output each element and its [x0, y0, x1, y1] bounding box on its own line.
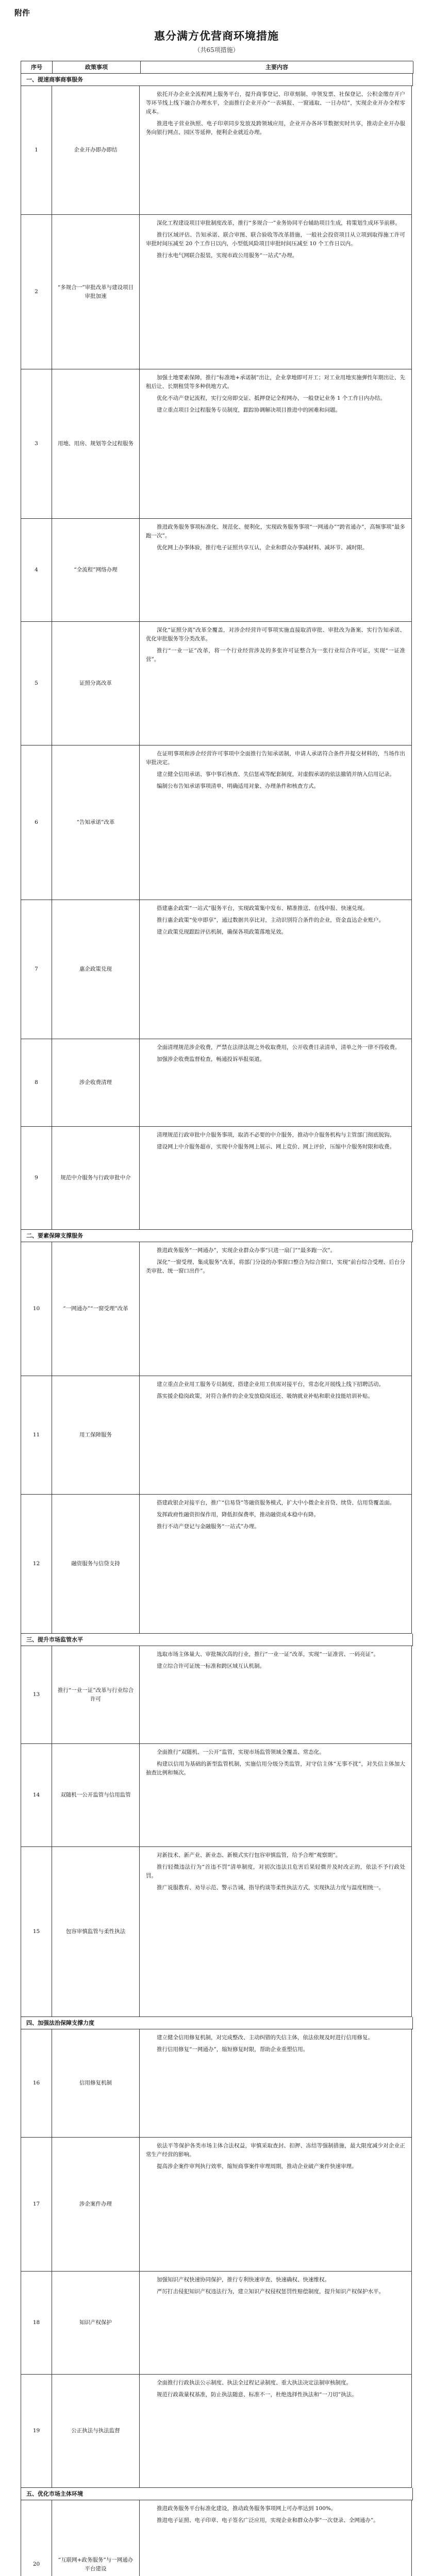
document-title: 惠分满方优营商环境措施	[154, 29, 279, 42]
policy-content	[140, 1376, 412, 1495]
policy-name: 证照分离改革	[52, 622, 140, 745]
policy-content	[140, 2138, 412, 2272]
content-paragraph: 建立重点项目全过程服务专员制度，跟踪协调解决项目推进中的困难和问题。	[157, 407, 341, 413]
policy-name: “告知承诺”改革	[52, 745, 140, 900]
policy-name: 融资服务与信贷支持	[52, 1495, 140, 1634]
policy-content	[140, 622, 412, 745]
content-paragraph: 提高涉企案件审判执行效率，缩短商事案件审理周期，推动企业破产案件快速审理。	[157, 2163, 357, 2170]
content-paragraph: 依托开办企业全流程网上服务平台，提升商事登记、印章刻制、申领发票、社保登记、公积金缴存开户等环节线上线下融合办理水平，全面推行企业开办“一表填报、一窗通取、一日办结”，实现企业开办全程零成本。	[146, 91, 405, 115]
row-number: 17	[21, 2138, 52, 2272]
policy-content	[140, 2500, 412, 2576]
content-paragraph: 依法平等保护各类市场主体合法权益，审慎采取查封、扣押、冻结等强制措施，最大限度减少对企业正常生产经营的影响。	[146, 2143, 405, 2158]
policy-name: “一网通办”“一窗受理”改革	[52, 1242, 140, 1376]
policy-name: 涉企收费清理	[52, 1039, 140, 1127]
content-paragraph: 规范行政裁量权基准，防止执法随意、标准不一，杜绝选择性执法和“一刀切”执法。	[157, 2392, 357, 2398]
content-paragraph: 建立重点企业用工服务专员制度，搭建企业用工供需对接平台，常态化开展线上线下招聘活动。	[157, 1381, 384, 1387]
row-number: 15	[21, 1847, 52, 2017]
policy-name: 企业开办即办即结	[52, 86, 140, 215]
row-number: 10	[21, 1242, 52, 1376]
policy-name: 涉企案件办理	[52, 2138, 140, 2272]
row-number: 14	[21, 1744, 52, 1847]
content-paragraph: 建立健全信用承诺、事中事后核查、失信惩戒等配套制度，对虚假承诺的依法撤销并纳入信用记录。	[157, 771, 395, 777]
content-paragraph: 建立健全信用修复机制，对完成整改、主动纠错的失信主体，依法依规及时进行信用修复。	[157, 2035, 373, 2041]
policy-name: 公正执法与执法监督	[52, 2375, 140, 2488]
policy-table	[21, 61, 413, 2576]
table-row	[21, 2138, 413, 2272]
section-header: 二、要素保障支撑服务	[21, 1230, 413, 1242]
policy-content	[140, 2375, 412, 2488]
policy-content	[140, 86, 412, 215]
header-content: 主要内容	[141, 61, 413, 74]
row-number: 19	[21, 2375, 52, 2488]
policy-content	[140, 1242, 412, 1376]
content-paragraph: 深化工程建设项目审批制度改革，推行“多规合一”业务协同平台辅助项目生成，将策划生成环节前移。	[157, 220, 401, 226]
row-number: 16	[21, 2029, 52, 2138]
policy-name: 包容审慎监管与柔性执法	[52, 1847, 140, 2017]
table-body	[21, 74, 413, 2576]
content-paragraph: 编制公布告知承诺事项清单，明确适用对象、办理条件和核查方式。	[157, 783, 319, 789]
table-row	[21, 519, 413, 622]
row-number: 12	[21, 1495, 52, 1634]
content-paragraph: 推行不动产登记与金融服务“一站式”办理。	[157, 1523, 260, 1530]
policy-name: 用地、用房、规划等全过程服务	[52, 369, 140, 519]
content-paragraph: 加强知识产权快速协同保护，推行专利快速审查、快速确权、快速维权。	[157, 2277, 330, 2283]
row-number: 8	[21, 1039, 52, 1127]
policy-name: 信用修复机制	[52, 2029, 140, 2138]
row-number: 2	[21, 215, 52, 369]
policy-content	[140, 369, 412, 519]
section-header: 一、提速商事商事服务	[21, 74, 413, 86]
table-row	[21, 622, 413, 745]
policy-content	[140, 1495, 412, 1634]
policy-content	[140, 2029, 412, 2138]
row-number: 3	[21, 369, 52, 519]
content-paragraph: 加强土地要素保障，推行“标准地+承诺制”出让，企业拿地即可开工；对工业用地实施弹性年期出让、先租后让、长期租赁等多种供地方式。	[146, 375, 405, 389]
table-row	[21, 1127, 413, 1230]
policy-content	[140, 519, 412, 622]
policy-content	[140, 1127, 412, 1230]
policy-name: 双随机一公开监管与信用监管	[52, 1744, 140, 1847]
content-paragraph: 建立综合许可证统一标准和跨区域互认机制。	[157, 1663, 265, 1669]
table-row	[21, 369, 413, 519]
content-paragraph: 推广说服教育、劝导示范、警示告诫、指导约谈等柔性执法方式，实现执法力度与温度相统一。	[157, 1885, 384, 1891]
table-header-row	[21, 61, 413, 74]
policy-content	[140, 745, 412, 900]
header-number: 序号	[21, 61, 53, 74]
policy-name: 用工保障服务	[52, 1376, 140, 1495]
content-paragraph: 深化“一窗受理、集成服务”改革，将部门分设的办事窗口整合为综合窗口，实现“前台综合受理、后台分类审批、统一窗口出件”。	[146, 1259, 405, 1274]
row-number: 6	[21, 745, 52, 900]
content-paragraph: 推进电子营业执照、电子印章同步发放及跨领域应用，企业开办各环节数据实时共享，推动企业开办服务向银行网点、园区等延伸，便利企业就近办理。	[146, 121, 405, 135]
content-paragraph: 推进政务服务“一网通办”，实现企业群众办事“只进一扇门”“最多跑一次”。	[157, 1247, 336, 1253]
content-paragraph: 建立政策兑现跟踪评估机制，确保各项政策落地见效。	[157, 929, 287, 935]
row-number: 4	[21, 519, 52, 622]
content-paragraph: 推行“一业一证”改革，将一个行业经营涉及的多张许可证整合为一张行业综合许可证，实现“一证准营”。	[146, 648, 405, 663]
table-row	[21, 2375, 413, 2488]
table-row	[21, 215, 413, 369]
row-number: 9	[21, 1127, 52, 1230]
content-paragraph: 发挥政府性融资担保作用，降低担保费率，推动融资成本稳中有降。	[157, 1512, 319, 1518]
content-paragraph: 全面推行“双随机、一公开”监管，实现市场监管领域全覆盖、常态化。	[157, 1749, 325, 1755]
table-row	[21, 1376, 413, 1495]
policy-content	[140, 900, 412, 1039]
content-paragraph: 选取市场主体量大、审批频次高的行业，推行“一业一证”改革，实现“一证准营、一码亮证”。	[157, 1651, 379, 1657]
row-number: 5	[21, 622, 52, 745]
section-header: 五、优化市场主体环境	[21, 2488, 413, 2500]
content-paragraph: 推行轻微违法行为“首违不罚”清单制度，对初次违法且危害后果轻微并及时改正的，依法不予行政处罚。	[146, 1864, 405, 1879]
content-paragraph: 在证明事项和涉企经营许可事项中全面推行告知承诺制，申请人承诺符合条件并提交材料的，当场作出审批决定。	[146, 751, 405, 766]
content-paragraph: 加强涉企收费监督检查，畅通投诉举报渠道。	[157, 1056, 265, 1062]
content-paragraph: 推行信用修复“一网通办”，缩短修复时限，帮助企业重塑信用。	[157, 2046, 309, 2053]
document-subtitle: （共65项措施）	[194, 46, 239, 54]
table-row	[21, 2500, 413, 2576]
header-policy: 政策事项	[53, 61, 141, 74]
content-paragraph: 优化网上办事体验，推行电子证照共享互认，企业和群众办事减材料、减环节、减时限。	[157, 545, 368, 551]
content-paragraph: 推行水电气网联合报装，实现市政公用服务“一站式”办理。	[157, 252, 298, 259]
content-paragraph: 全面清理规范涉企收费，严禁在法律法规之外收取费用，公开收费目录清单，清单之外一律不得收费。	[157, 1044, 401, 1050]
content-paragraph: 严厉打击侵犯知识产权违法行为，建立知识产权侵权惩罚性赔偿制度，提升知识产权保护水平。	[157, 2289, 384, 2295]
table-row	[21, 900, 413, 1039]
content-paragraph: 建设网上中介服务超市，实现中介服务网上展示、网上竞价、网上评价，压缩中介服务时限和收费。	[157, 1144, 395, 1150]
policy-name: 惠企政策兑现	[52, 900, 140, 1039]
content-paragraph: 搭建政银企对接平台，推广“信易贷”等融资服务模式，扩大中小微企业首贷、续贷、信用贷覆盖面。	[157, 1500, 395, 1506]
table-row	[21, 2029, 413, 2138]
policy-name: 知识产权保护	[52, 2272, 140, 2375]
content-paragraph: 推进电子证照、电子印章、电子签名广泛应用，实现企业和群众办事“一次登录、全网通办”。	[157, 2517, 379, 2523]
row-number: 18	[21, 2272, 52, 2375]
policy-name: “全流程”网络办理	[52, 519, 140, 622]
content-paragraph: 优化不动产登记流程，实行交房即交证、抵押登记全程网办，一般登记业务 1 个工作日内办结。	[157, 395, 386, 401]
section-header: 三、提升市场监管水平	[21, 1634, 413, 1646]
table-row	[21, 1495, 413, 1634]
row-number: 13	[21, 1646, 52, 1744]
policy-name: “互联网+政务服务”与一网通办平台建设	[52, 2500, 140, 2576]
policy-content	[140, 215, 412, 369]
table-row	[21, 1039, 413, 1127]
content-paragraph: 推行区域评估、告知承诺、联合审图、联合验收等改革措施，一般社会投资项目从立项到取得施工许可审批时间压减至 20 个工作日以内，小型低风险项目审批时间压减至 10 个工作日以内。	[146, 232, 405, 247]
table-row	[21, 2272, 413, 2375]
content-paragraph: 全面推行行政执法公示制度、执法全过程记录制度、重大执法决定法制审核制度。	[157, 2380, 352, 2386]
content-paragraph: 推进政务服务事项标准化、规范化、便利化，实现政务服务事项“一网通办”“跨省通办”，高频事项“最多跑一次”。	[146, 524, 405, 539]
content-paragraph: 对新技术、新产业、新业态、新模式实行包容审慎监管，给予合理“观察期”。	[157, 1852, 341, 1858]
policy-content	[140, 1646, 412, 1744]
table-row	[21, 745, 413, 900]
attachment-label: 附件	[14, 8, 30, 18]
content-paragraph: 推行惠企政策“免申即享”，通过数据共享比对，主动识别符合条件的企业，资金直达企业账户。	[157, 917, 385, 923]
policy-name: 推行“一业一证”改革与行业综合许可	[52, 1646, 140, 1744]
row-number: 7	[21, 900, 52, 1039]
content-paragraph: 搭建惠企政策“一站式”服务平台，实现政策集中发布、精准推送、在线申报、快速兑现。	[157, 905, 368, 911]
table-row	[21, 1646, 413, 1744]
table-row	[21, 86, 413, 215]
row-number: 20	[21, 2500, 52, 2576]
content-paragraph: 清理规范行政审批中介服务事项，取消不必要的中介服务，推动中介服务机构与主管部门彻底脱钩。	[157, 1132, 395, 1138]
section-header: 四、加强法治保障支撑力度	[21, 2017, 413, 2029]
policy-name: “多规合一”审批改革与建设项目审批加速	[52, 215, 140, 369]
table-row	[21, 1744, 413, 1847]
policy-content	[140, 2272, 412, 2375]
table-row	[21, 1242, 413, 1376]
content-paragraph: 构建以信用为基础的新型监管机制，实施信用分级分类监管，对守信主体“无事不扰”，对失信主体加大抽查比例和频次。	[146, 1761, 405, 1776]
policy-content	[140, 1039, 412, 1127]
row-number: 11	[21, 1376, 52, 1495]
table-row	[21, 1847, 413, 2017]
policy-name: 规范中介服务与行政审批中介	[52, 1127, 140, 1230]
content-paragraph: 推进政务服务平台标准化建设，推动政务服务事项网上可办率达到 100%。	[157, 2505, 337, 2512]
row-number: 1	[21, 86, 52, 215]
policy-content	[140, 1744, 412, 1847]
content-paragraph: 落实援企稳岗政策，对符合条件的企业发放稳岗返还、吸纳就业补贴和职业技能培训补贴。	[157, 1393, 373, 1399]
policy-content	[140, 1847, 412, 2017]
content-paragraph: 深化“证照分离”改革全覆盖，对涉企经营许可事项实施直接取消审批、审批改为备案、实行告知承诺、优化审批服务等分类改革。	[146, 627, 405, 642]
